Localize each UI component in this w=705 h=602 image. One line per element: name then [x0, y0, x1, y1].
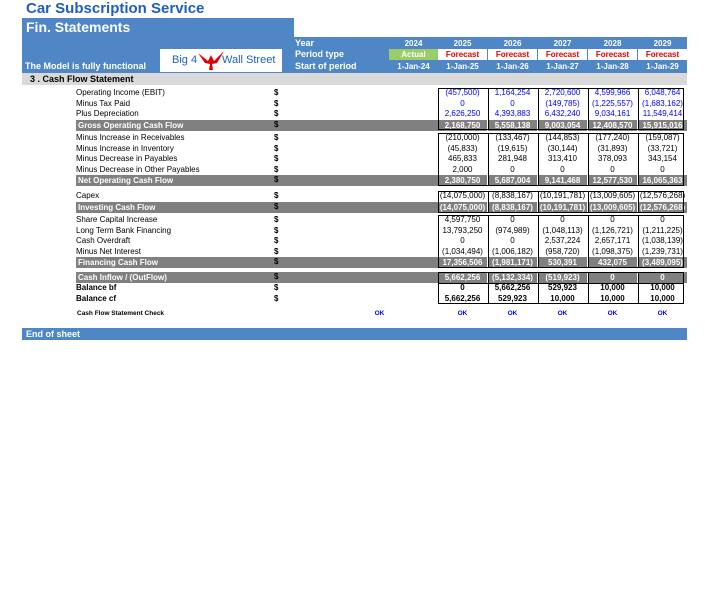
column-divider: [488, 133, 489, 186]
row-label-ltdebt: Long Term Bank Financing: [76, 225, 172, 235]
value-cell[interactable]: (12,576,268): [639, 202, 686, 212]
column-divider: [588, 215, 589, 268]
currency-symbol: $: [274, 133, 279, 142]
value-cell[interactable]: (1,034,494): [442, 246, 483, 256]
value-cell[interactable]: (12,576,268): [639, 191, 686, 200]
column-divider: [538, 88, 539, 130]
check-ok-cell: OK: [607, 310, 618, 317]
year-cell: 2027: [553, 39, 572, 48]
value-cell[interactable]: 9,034,161: [594, 109, 631, 118]
value-cell[interactable]: 2,168,750: [438, 120, 487, 131]
value-cell[interactable]: 313,410: [548, 154, 577, 163]
period-type-cell: Forecast: [438, 49, 487, 60]
check-ok-cell: OK: [557, 310, 568, 317]
value-cell[interactable]: (13,009,605): [589, 191, 636, 200]
column-divider: [538, 283, 539, 304]
currency-symbol: $: [274, 246, 279, 256]
value-cell[interactable]: 0: [510, 98, 515, 108]
column-divider: [538, 191, 539, 213]
value-cell[interactable]: 10,000: [650, 293, 675, 303]
value-cell[interactable]: (958,720): [545, 246, 580, 256]
row-label-othpay: Minus Decrease in Other Payables: [76, 164, 200, 174]
value-cell[interactable]: 2,720,600: [544, 88, 581, 97]
value-cell[interactable]: 0: [460, 236, 465, 245]
value-cell[interactable]: 16,065,363: [638, 175, 687, 186]
column-divider: [588, 88, 589, 130]
logo-text-right: Wall Street: [222, 54, 276, 66]
value-cell[interactable]: 378,093: [598, 154, 627, 163]
row-label-sharecap: Share Capital Increase: [76, 215, 158, 224]
column-divider: [588, 133, 589, 186]
row-label-capex: Capex: [76, 191, 100, 200]
value-cell[interactable]: 10,000: [600, 283, 625, 292]
currency-symbol: $: [274, 293, 279, 303]
column-divider: [638, 283, 639, 304]
value-cell[interactable]: 0: [588, 272, 637, 283]
value-cell[interactable]: (1,683,162): [642, 98, 683, 108]
value-group-border: [438, 133, 684, 186]
column-divider: [538, 215, 539, 268]
value-cell[interactable]: 9,003,054: [538, 120, 587, 131]
currency-symbol: $: [274, 283, 279, 292]
check-label: Cash Flow Statement Check: [77, 310, 165, 317]
value-cell[interactable]: 2,537,224: [544, 236, 581, 245]
value-cell[interactable]: 2,657,171: [594, 236, 631, 245]
value-cell[interactable]: 0: [660, 164, 665, 174]
value-group-border: [438, 191, 684, 213]
row-label-inflow: Cash Inflow / (OutFlow): [78, 273, 167, 282]
value-cell[interactable]: 6,432,240: [544, 109, 581, 118]
column-divider: [538, 133, 539, 186]
logo-text-left: Big 4: [172, 54, 198, 66]
start-period-label: Start of period: [295, 61, 357, 71]
currency-symbol: $: [274, 236, 279, 245]
value-cell[interactable]: 13,793,250: [442, 225, 483, 235]
currency-symbol: $: [274, 225, 279, 235]
value-cell[interactable]: (159,087): [645, 133, 680, 142]
value-cell[interactable]: 0: [610, 164, 615, 174]
value-cell[interactable]: (177,240): [595, 133, 630, 142]
value-cell[interactable]: 529,923: [498, 293, 527, 303]
value-cell[interactable]: 465,833: [448, 154, 477, 163]
year-cell: 2026: [503, 39, 522, 48]
value-cell[interactable]: 0: [610, 215, 615, 224]
value-cell[interactable]: (1,239,731): [642, 246, 683, 256]
period-type-cell: Actual: [389, 49, 438, 60]
start-date-cell: 1-Jan-27: [546, 62, 579, 71]
value-cell[interactable]: (45,833): [447, 143, 478, 153]
value-cell[interactable]: 0: [660, 215, 665, 224]
column-divider: [638, 88, 639, 130]
currency-symbol: $: [274, 109, 279, 118]
value-cell[interactable]: (210,000): [445, 133, 480, 142]
currency-symbol: $: [274, 98, 279, 108]
value-cell[interactable]: 5,662,256: [438, 272, 487, 283]
row-label-overdraft: Cash Overdraft: [76, 236, 131, 245]
column-divider: [638, 133, 639, 186]
currency-symbol: $: [274, 164, 279, 174]
period-type-cell: Forecast: [538, 49, 587, 60]
currency-symbol: $: [274, 215, 279, 224]
year-label: Year: [295, 38, 315, 48]
value-cell[interactable]: (8,838,167): [492, 191, 533, 200]
period-type-cell: Forecast: [588, 49, 637, 60]
row-label-recv: Minus Increase in Receivables: [76, 133, 185, 142]
value-cell[interactable]: (149,785): [545, 98, 580, 108]
value-cell[interactable]: 529,923: [548, 283, 577, 292]
row-label-investing: Investing Cash Flow: [78, 202, 156, 212]
year-cell: 2028: [603, 39, 622, 48]
value-cell[interactable]: 530,391: [538, 257, 587, 268]
value-cell[interactable]: 10,000: [600, 293, 625, 303]
value-cell[interactable]: 0: [460, 98, 465, 108]
column-divider: [488, 88, 489, 130]
currency-symbol: $: [274, 88, 279, 97]
year-cell: 2029: [653, 39, 672, 48]
row-label-ebit: Operating Income (EBIT): [76, 88, 165, 97]
value-cell[interactable]: 15,915,016: [638, 120, 687, 131]
value-cell[interactable]: 11,549,414: [642, 109, 683, 118]
value-cell[interactable]: 0: [460, 283, 465, 292]
row-label-financing: Financing Cash Flow: [78, 258, 159, 267]
row-label-tax: Minus Tax Paid: [76, 98, 131, 108]
currency-symbol: $: [274, 201, 279, 211]
section-title: 3 . Cash Flow Statement: [30, 74, 134, 84]
value-cell[interactable]: (457,500): [445, 88, 480, 97]
value-group-border: [438, 88, 684, 130]
value-cell[interactable]: (974,989): [495, 225, 530, 235]
value-cell[interactable]: 6,048,764: [644, 88, 681, 97]
row-label-balbf: Balance bf: [76, 283, 117, 292]
currency-symbol: $: [274, 143, 279, 153]
value-cell[interactable]: 10,000: [650, 283, 675, 292]
column-divider: [488, 191, 489, 213]
value-cell[interactable]: (31,893): [597, 143, 628, 153]
row-label-gross: Gross Operating Cash Flow: [78, 120, 184, 130]
value-cell[interactable]: (5,132,334): [488, 272, 537, 283]
currency-symbol: $: [274, 119, 279, 129]
value-cell[interactable]: 9,141,468: [538, 175, 587, 186]
column-divider: [638, 191, 639, 213]
value-cell[interactable]: 0: [638, 272, 687, 283]
value-cell[interactable]: 0: [560, 215, 565, 224]
year-cell: 2025: [453, 39, 472, 48]
period-type-label: Period type: [295, 49, 345, 59]
value-cell[interactable]: 2,626,250: [444, 109, 481, 118]
row-label-balcf: Balance cf: [76, 293, 117, 303]
year-cell: 2024: [404, 39, 423, 48]
sheet-title: Fin. Statements: [22, 18, 294, 37]
row-label-dep: Plus Depreciation: [76, 109, 139, 118]
value-cell[interactable]: 0: [510, 236, 515, 245]
value-cell[interactable]: 432,075: [588, 257, 637, 268]
value-cell[interactable]: (14,075,000): [439, 191, 486, 200]
value-cell[interactable]: 12,408,570: [588, 120, 637, 131]
currency-symbol: $: [274, 272, 279, 281]
value-cell[interactable]: 4,599,966: [594, 88, 631, 97]
value-cell[interactable]: 10,000: [550, 293, 575, 303]
value-cell[interactable]: 0: [510, 164, 515, 174]
start-date-cell: 1-Jan-24: [397, 62, 430, 71]
start-date-cell: 1-Jan-29: [646, 62, 679, 71]
column-divider: [488, 215, 489, 268]
value-cell[interactable]: (1,098,375): [592, 246, 633, 256]
value-cell[interactable]: (519,923): [538, 272, 587, 283]
value-cell[interactable]: (144,853): [545, 133, 580, 142]
row-label-pay: Minus Decrease in Payables: [76, 154, 178, 163]
row-label-interest: Minus Net Interest: [76, 246, 141, 256]
logo: [160, 49, 282, 72]
currency-symbol: $: [274, 191, 279, 200]
currency-symbol: $: [274, 154, 279, 163]
value-cell[interactable]: (1,126,721): [592, 225, 633, 235]
check-ok-cell: OK: [657, 310, 668, 317]
value-cell[interactable]: 4,597,750: [444, 215, 481, 224]
start-date-cell: 1-Jan-28: [596, 62, 629, 71]
value-cell[interactable]: 5,662,256: [494, 283, 531, 292]
end-of-sheet: End of sheet: [22, 328, 687, 340]
value-cell[interactable]: (1,225,557): [592, 98, 633, 108]
value-cell[interactable]: 17,356,506: [438, 257, 487, 268]
column-divider: [588, 283, 589, 304]
check-ok-cell: OK: [507, 310, 518, 317]
value-cell[interactable]: 5,558,138: [488, 120, 537, 131]
value-cell[interactable]: (13,009,605): [589, 202, 636, 212]
value-cell[interactable]: (14,075,000): [439, 202, 486, 212]
value-cell[interactable]: (8,838,167): [488, 202, 537, 213]
row-label-netop: Net Operating Cash Flow: [78, 176, 174, 185]
value-cell[interactable]: 2,000: [452, 164, 473, 174]
value-cell[interactable]: 5,662,256: [444, 293, 481, 303]
value-cell[interactable]: (3,489,095): [638, 257, 687, 268]
value-cell[interactable]: (1,981,171): [488, 257, 537, 268]
value-cell[interactable]: (1,006,182): [492, 246, 533, 256]
currency-symbol: $: [274, 257, 279, 266]
column-divider: [488, 283, 489, 304]
row-label-inv: Minus Increase in Inventory: [76, 143, 174, 153]
model-status: The Model is fully functional: [25, 61, 147, 71]
column-divider: [588, 191, 589, 213]
value-cell[interactable]: 281,948: [498, 154, 527, 163]
value-cell[interactable]: 0: [560, 164, 565, 174]
value-cell[interactable]: (33,721): [647, 143, 678, 153]
value-group-border: [438, 215, 684, 268]
value-cell[interactable]: (133,467): [495, 133, 530, 142]
value-cell[interactable]: (10,191,781): [539, 191, 586, 200]
value-cell[interactable]: (19,615): [497, 143, 528, 153]
check-ok-cell: OK: [457, 310, 468, 317]
value-cell[interactable]: 2,380,750: [438, 175, 487, 186]
value-cell[interactable]: (1,211,225): [642, 225, 683, 235]
value-cell[interactable]: 12,577,530: [588, 175, 637, 186]
value-cell[interactable]: 1,164,254: [494, 88, 531, 97]
model-title: Car Subscription Service: [22, 0, 294, 18]
check-ok-cell: OK: [374, 310, 385, 317]
value-cell[interactable]: (1,048,113): [542, 225, 583, 235]
value-cell[interactable]: (1,038,139): [642, 236, 683, 245]
currency-symbol: $: [274, 175, 279, 184]
balance-group-border: [438, 283, 684, 304]
value-cell[interactable]: 4,393,883: [494, 109, 531, 118]
value-cell[interactable]: 0: [510, 215, 515, 224]
value-cell[interactable]: (10,191,781): [539, 202, 586, 212]
start-date-cell: 1-Jan-25: [446, 62, 479, 71]
period-type-cell: Forecast: [488, 49, 537, 60]
period-type-cell: Forecast: [638, 49, 687, 60]
value-cell[interactable]: 343,154: [648, 154, 677, 163]
column-divider: [638, 215, 639, 268]
value-cell[interactable]: (30,144): [547, 143, 578, 153]
start-date-cell: 1-Jan-26: [496, 62, 529, 71]
value-cell[interactable]: 5,687,004: [488, 175, 537, 186]
